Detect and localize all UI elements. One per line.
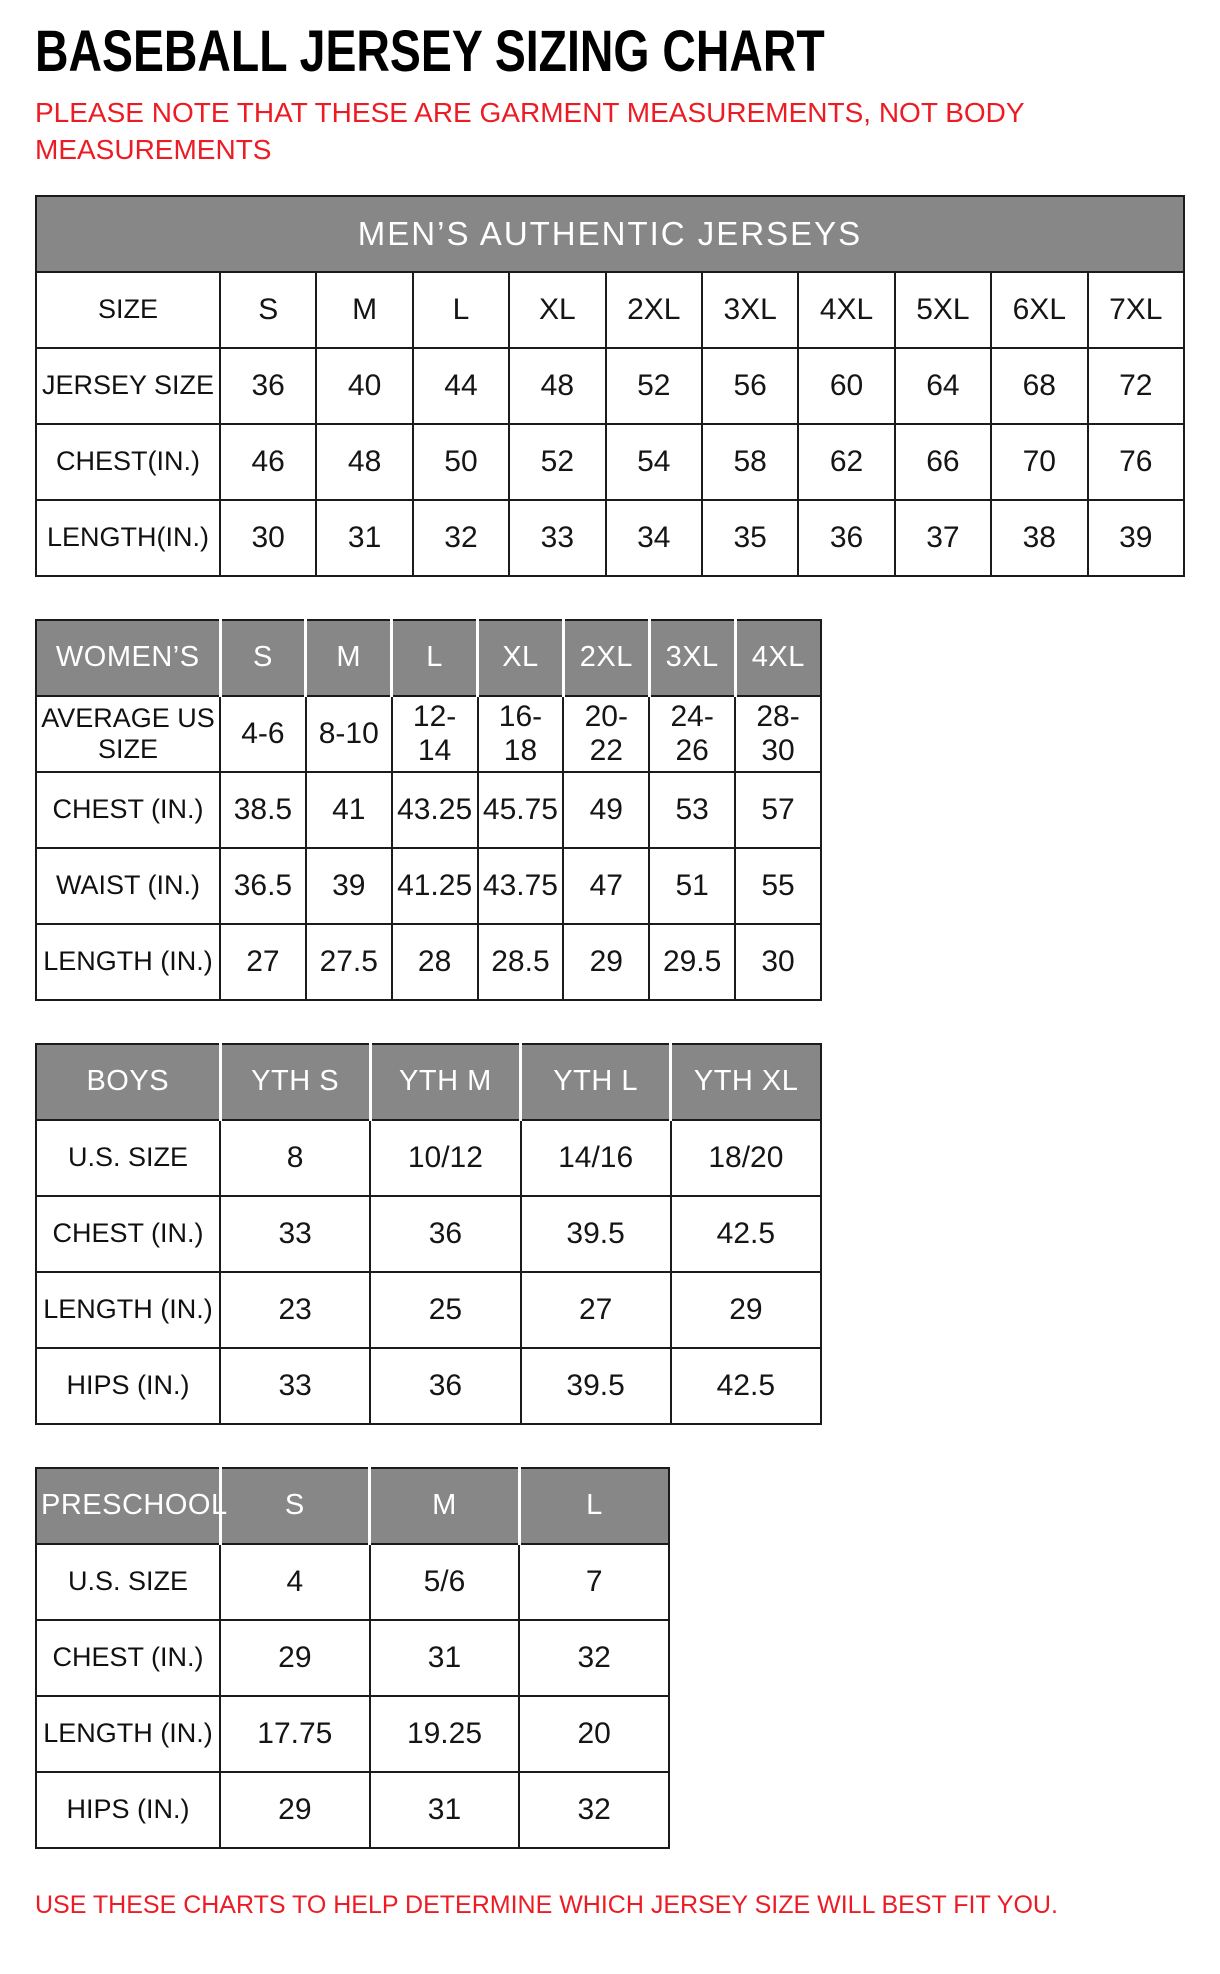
table-cell: 4 (220, 1544, 370, 1620)
table-cell: 27 (220, 924, 306, 1000)
table-cell: 18/20 (671, 1120, 821, 1196)
table-cell: 66 (895, 424, 991, 500)
table-cell: 42.5 (671, 1196, 821, 1272)
table-cell: 48 (316, 424, 412, 500)
column-header: YTH L (521, 1044, 671, 1120)
table-cell: 41.25 (392, 848, 478, 924)
table-row (36, 848, 821, 924)
table-cell: 29.5 (649, 924, 735, 1000)
table-row (36, 1348, 821, 1424)
table-cell: 28.5 (478, 924, 564, 1000)
table-row (36, 500, 1184, 576)
table-header-row (36, 1044, 821, 1120)
boys-sizing-table (35, 1043, 822, 1425)
table-cell: 45.75 (478, 772, 564, 848)
table-cell: 5XL (895, 272, 991, 348)
column-header: L (392, 620, 478, 696)
table-cell: 39 (306, 848, 392, 924)
row-label: WAIST (IN.) (36, 848, 220, 924)
table-cell: 24-26 (649, 696, 735, 772)
table-cell: 2XL (606, 272, 702, 348)
table-cell: 56 (702, 348, 798, 424)
column-header: YTH M (370, 1044, 520, 1120)
table-cell: 12-14 (392, 696, 478, 772)
table-cell: 3XL (702, 272, 798, 348)
table-cell: 28-30 (735, 696, 821, 772)
table-cell: 62 (798, 424, 894, 500)
table-cell: 38.5 (220, 772, 306, 848)
table-cell: 32 (519, 1620, 669, 1696)
table-cell: 29 (220, 1772, 370, 1848)
page-title-text: BASEBALL JERSEY SIZING CHART (35, 19, 825, 84)
boys-table-title: BOYS (36, 1044, 220, 1120)
column-header: YTH XL (671, 1044, 821, 1120)
table-row (36, 772, 821, 848)
row-label: CHEST(IN.) (36, 424, 220, 500)
table-cell: 40 (316, 348, 412, 424)
table-row (36, 1772, 669, 1848)
table-cell: 31 (370, 1620, 520, 1696)
table-row (36, 1196, 821, 1272)
table-cell: 60 (798, 348, 894, 424)
table-cell: 44 (413, 348, 509, 424)
table-cell: 6XL (991, 272, 1087, 348)
table-cell: 51 (649, 848, 735, 924)
column-header: 4XL (735, 620, 821, 696)
row-label: U.S. SIZE (36, 1544, 220, 1620)
table-cell: 4-6 (220, 696, 306, 772)
table-cell: 35 (702, 500, 798, 576)
table-cell: 36 (220, 348, 316, 424)
table-header-row (36, 1468, 669, 1544)
table-cell: 70 (991, 424, 1087, 500)
mens-sizing-table (35, 195, 1185, 577)
table-cell: 48 (509, 348, 605, 424)
row-label: CHEST (IN.) (36, 772, 220, 848)
table-cell: S (220, 272, 316, 348)
womens-table-title: WOMEN’S (36, 620, 220, 696)
table-cell: 8-10 (306, 696, 392, 772)
table-cell: 37 (895, 500, 991, 576)
table-cell: 27.5 (306, 924, 392, 1000)
column-header: M (370, 1468, 520, 1544)
table-cell: 27 (521, 1272, 671, 1348)
table-cell: 16-18 (478, 696, 564, 772)
table-cell: 76 (1088, 424, 1184, 500)
row-label: LENGTH(IN.) (36, 500, 220, 576)
table-cell: 46 (220, 424, 316, 500)
table-cell: 30 (220, 500, 316, 576)
table-cell: 34 (606, 500, 702, 576)
table-row (36, 924, 821, 1000)
table-cell: 14/16 (521, 1120, 671, 1196)
table-cell: 32 (413, 500, 509, 576)
table-cell: 57 (735, 772, 821, 848)
table-cell: 39 (1088, 500, 1184, 576)
table-cell: 19.25 (370, 1696, 520, 1772)
table-cell: 64 (895, 348, 991, 424)
table-row (36, 348, 1184, 424)
table-cell: 33 (220, 1196, 370, 1272)
garment-measurement-note: PLEASE NOTE THAT THESE ARE GARMENT MEASUREMENTS, NOT BODY MEASUREMENTS (35, 96, 1025, 165)
table-cell: 58 (702, 424, 798, 500)
table-cell: 36 (798, 500, 894, 576)
table-cell: 39.5 (521, 1196, 671, 1272)
table-cell: 36 (370, 1348, 520, 1424)
table-cell: 17.75 (220, 1696, 370, 1772)
table-cell: 52 (509, 424, 605, 500)
row-label: HIPS (IN.) (36, 1348, 220, 1424)
table-cell: 29 (671, 1272, 821, 1348)
table-cell: 55 (735, 848, 821, 924)
table-cell: M (316, 272, 412, 348)
row-label: CHEST (IN.) (36, 1196, 220, 1272)
table-cell: 20-22 (563, 696, 649, 772)
table-cell: 53 (649, 772, 735, 848)
table-cell: 8 (220, 1120, 370, 1196)
table-cell: 43.75 (478, 848, 564, 924)
table-row (36, 696, 821, 772)
row-label: LENGTH (IN.) (36, 1696, 220, 1772)
row-label: JERSEY SIZE (36, 348, 220, 424)
table-cell: 30 (735, 924, 821, 1000)
table-cell: 36.5 (220, 848, 306, 924)
column-header: 2XL (563, 620, 649, 696)
fit-advice-footer: USE THESE CHARTS TO HELP DETERMINE WHICH JERSEY SIZE WILL BEST FIT YOU. (35, 1890, 1058, 1919)
table-row (36, 424, 1184, 500)
table-cell: 4XL (798, 272, 894, 348)
table-row (36, 1272, 821, 1348)
boys-sizing-table-section (35, 1043, 822, 1425)
table-cell: 29 (563, 924, 649, 1000)
table-cell: 25 (370, 1272, 520, 1348)
table-cell: 32 (519, 1772, 669, 1848)
womens-sizing-table-section (35, 619, 822, 1001)
table-cell: 54 (606, 424, 702, 500)
mens-table-title: MEN’S AUTHENTIC JERSEYS (36, 196, 1184, 272)
column-header: L (519, 1468, 669, 1544)
row-label: LENGTH (IN.) (36, 924, 220, 1000)
table-title-row (36, 196, 1184, 272)
table-header-row (36, 620, 821, 696)
table-cell: 36 (370, 1196, 520, 1272)
table-cell: L (413, 272, 509, 348)
table-row (36, 1620, 669, 1696)
womens-sizing-table (35, 619, 822, 1001)
table-cell: 7 (519, 1544, 669, 1620)
table-cell: 49 (563, 772, 649, 848)
table-cell: 7XL (1088, 272, 1184, 348)
table-cell: XL (509, 272, 605, 348)
table-cell: 41 (306, 772, 392, 848)
table-cell: 38 (991, 500, 1087, 576)
table-cell: 23 (220, 1272, 370, 1348)
preschool-sizing-table (35, 1467, 670, 1849)
table-cell: 33 (509, 500, 605, 576)
table-cell: 42.5 (671, 1348, 821, 1424)
table-cell: 52 (606, 348, 702, 424)
column-header: S (220, 1468, 370, 1544)
table-cell: 31 (316, 500, 412, 576)
table-cell: 28 (392, 924, 478, 1000)
sizing-chart-page (35, 20, 1185, 1920)
table-cell: 29 (220, 1620, 370, 1696)
column-header: YTH S (220, 1044, 370, 1120)
table-cell: 39.5 (521, 1348, 671, 1424)
table-row (36, 272, 1184, 348)
column-header: XL (478, 620, 564, 696)
row-label: LENGTH (IN.) (36, 1272, 220, 1348)
table-cell: 20 (519, 1696, 669, 1772)
table-row (36, 1696, 669, 1772)
table-cell: 47 (563, 848, 649, 924)
table-row (36, 1544, 669, 1620)
column-header: M (306, 620, 392, 696)
row-label: HIPS (IN.) (36, 1772, 220, 1848)
page-title (35, 20, 1185, 85)
column-header: S (220, 620, 306, 696)
mens-sizing-table-section (35, 195, 1185, 577)
row-label: AVERAGE US SIZE (36, 696, 220, 772)
table-cell: 31 (370, 1772, 520, 1848)
preschool-sizing-table-section (35, 1467, 670, 1849)
table-row (36, 1120, 821, 1196)
row-label: CHEST (IN.) (36, 1620, 220, 1696)
table-cell: 68 (991, 348, 1087, 424)
table-cell: 10/12 (370, 1120, 520, 1196)
row-label: SIZE (36, 272, 220, 348)
preschool-table-title: PRESCHOOL (36, 1468, 220, 1544)
table-cell: 50 (413, 424, 509, 500)
table-cell: 5/6 (370, 1544, 520, 1620)
table-cell: 43.25 (392, 772, 478, 848)
table-cell: 72 (1088, 348, 1184, 424)
row-label: U.S. SIZE (36, 1120, 220, 1196)
column-header: 3XL (649, 620, 735, 696)
table-cell: 33 (220, 1348, 370, 1424)
